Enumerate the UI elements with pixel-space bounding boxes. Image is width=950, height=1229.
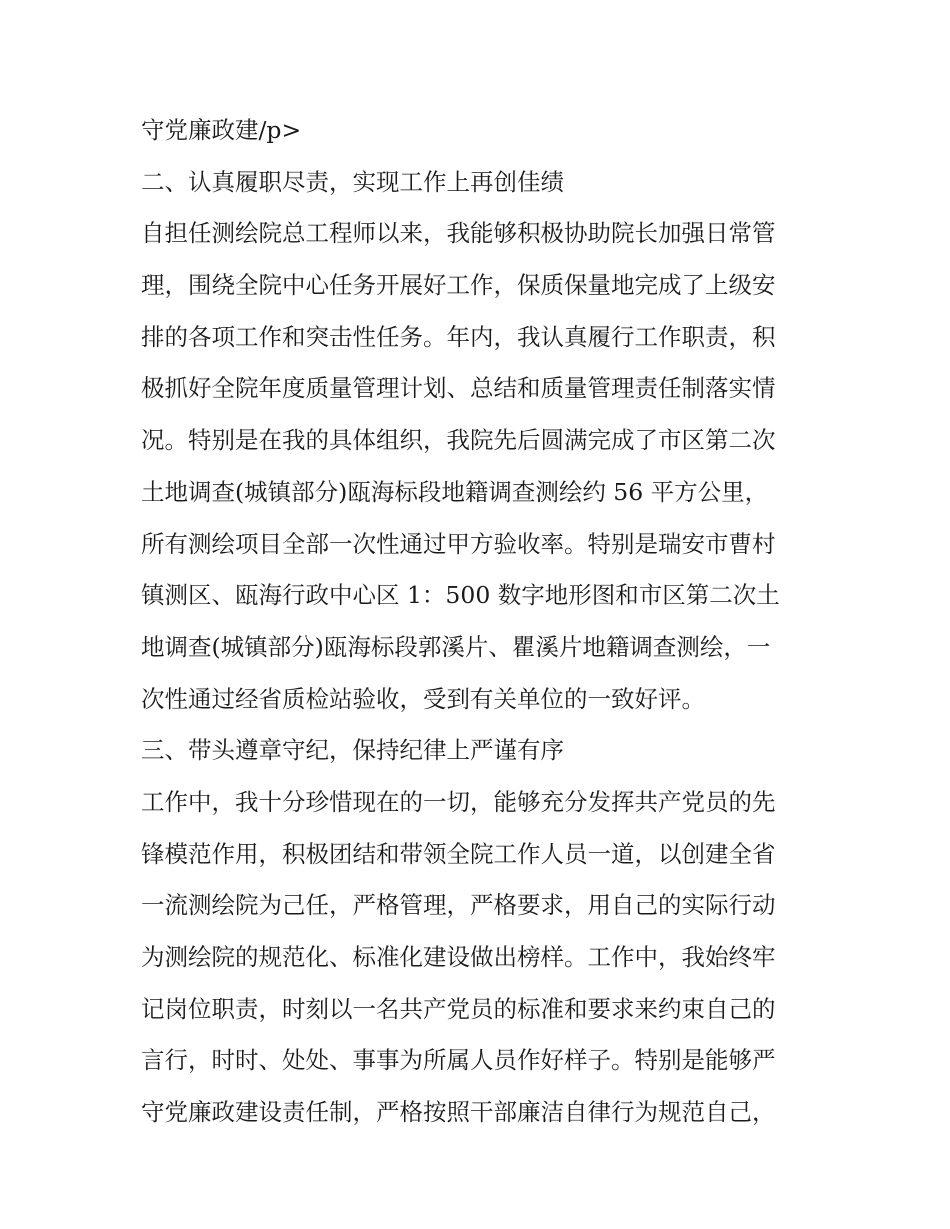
text-line: 为测绘院的规范化、标准化建设做出榜样。工作中，我始终牢 xyxy=(141,943,776,971)
text-line: 况。特别是在我的具体组织，我院先后圆满完成了市区第二次 xyxy=(141,426,776,455)
text-line: 镇测区、瓯海行政中心区 1：500 数字地形图和市区第二次土 xyxy=(141,581,780,610)
text-line: 守党廉政建/p> xyxy=(141,116,302,144)
document-body xyxy=(141,108,816,1142)
text-line: 记岗位职责，时刻以一名共产党员的标准和要求来约束自己的 xyxy=(141,994,776,1023)
text-line: 地调查(城镇部分)瓯海标段郭溪片、瞿溪片地籍调查测绘，一 xyxy=(141,632,771,661)
text-line: 锋模范作用，积极团结和带领全院工作人员一道，以创建全省 xyxy=(141,839,776,868)
text-line: 言行，时时、处处、事事为所属人员作好样子。特别是能够严 xyxy=(141,1046,776,1075)
text-line: 所有测绘项目全部一次性通过甲方验收率。特别是瑞安市曹村 xyxy=(141,529,776,558)
section-heading-3: 三、带头遵章守纪，保持纪律上严谨有序 xyxy=(141,736,564,765)
text-line: 自担任测绘院总工程师以来，我能够积极协助院长加强日常管 xyxy=(141,219,776,248)
text-line: 极抓好全院年度质量管理计划、总结和质量管理责任制落实情 xyxy=(141,374,776,403)
text-line: 土地调查(城镇部分)瓯海标段地籍调查测绘约 56 平方公里， xyxy=(141,477,769,506)
text-line: 次性通过经省质检站验收，受到有关单位的一致好评。 xyxy=(141,684,705,713)
text-line: 理，围绕全院中心任务开展好工作，保质保量地完成了上级安 xyxy=(141,271,776,300)
text-line: 排的各项工作和突击性任务。年内，我认真履行工作职责，积 xyxy=(141,322,776,351)
text-line: 工作中，我十分珍惜现在的一切，能够充分发挥共产党员的先 xyxy=(141,787,776,816)
text-line: 守党廉政建设责任制，严格按照干部廉洁自律行为规范自己， xyxy=(141,1098,776,1127)
section-heading-2: 二、认真履职尽责，实现工作上再创佳绩 xyxy=(141,167,564,196)
text-line: 一流测绘院为己任，严格管理，严格要求，用自己的实际行动 xyxy=(141,891,776,920)
